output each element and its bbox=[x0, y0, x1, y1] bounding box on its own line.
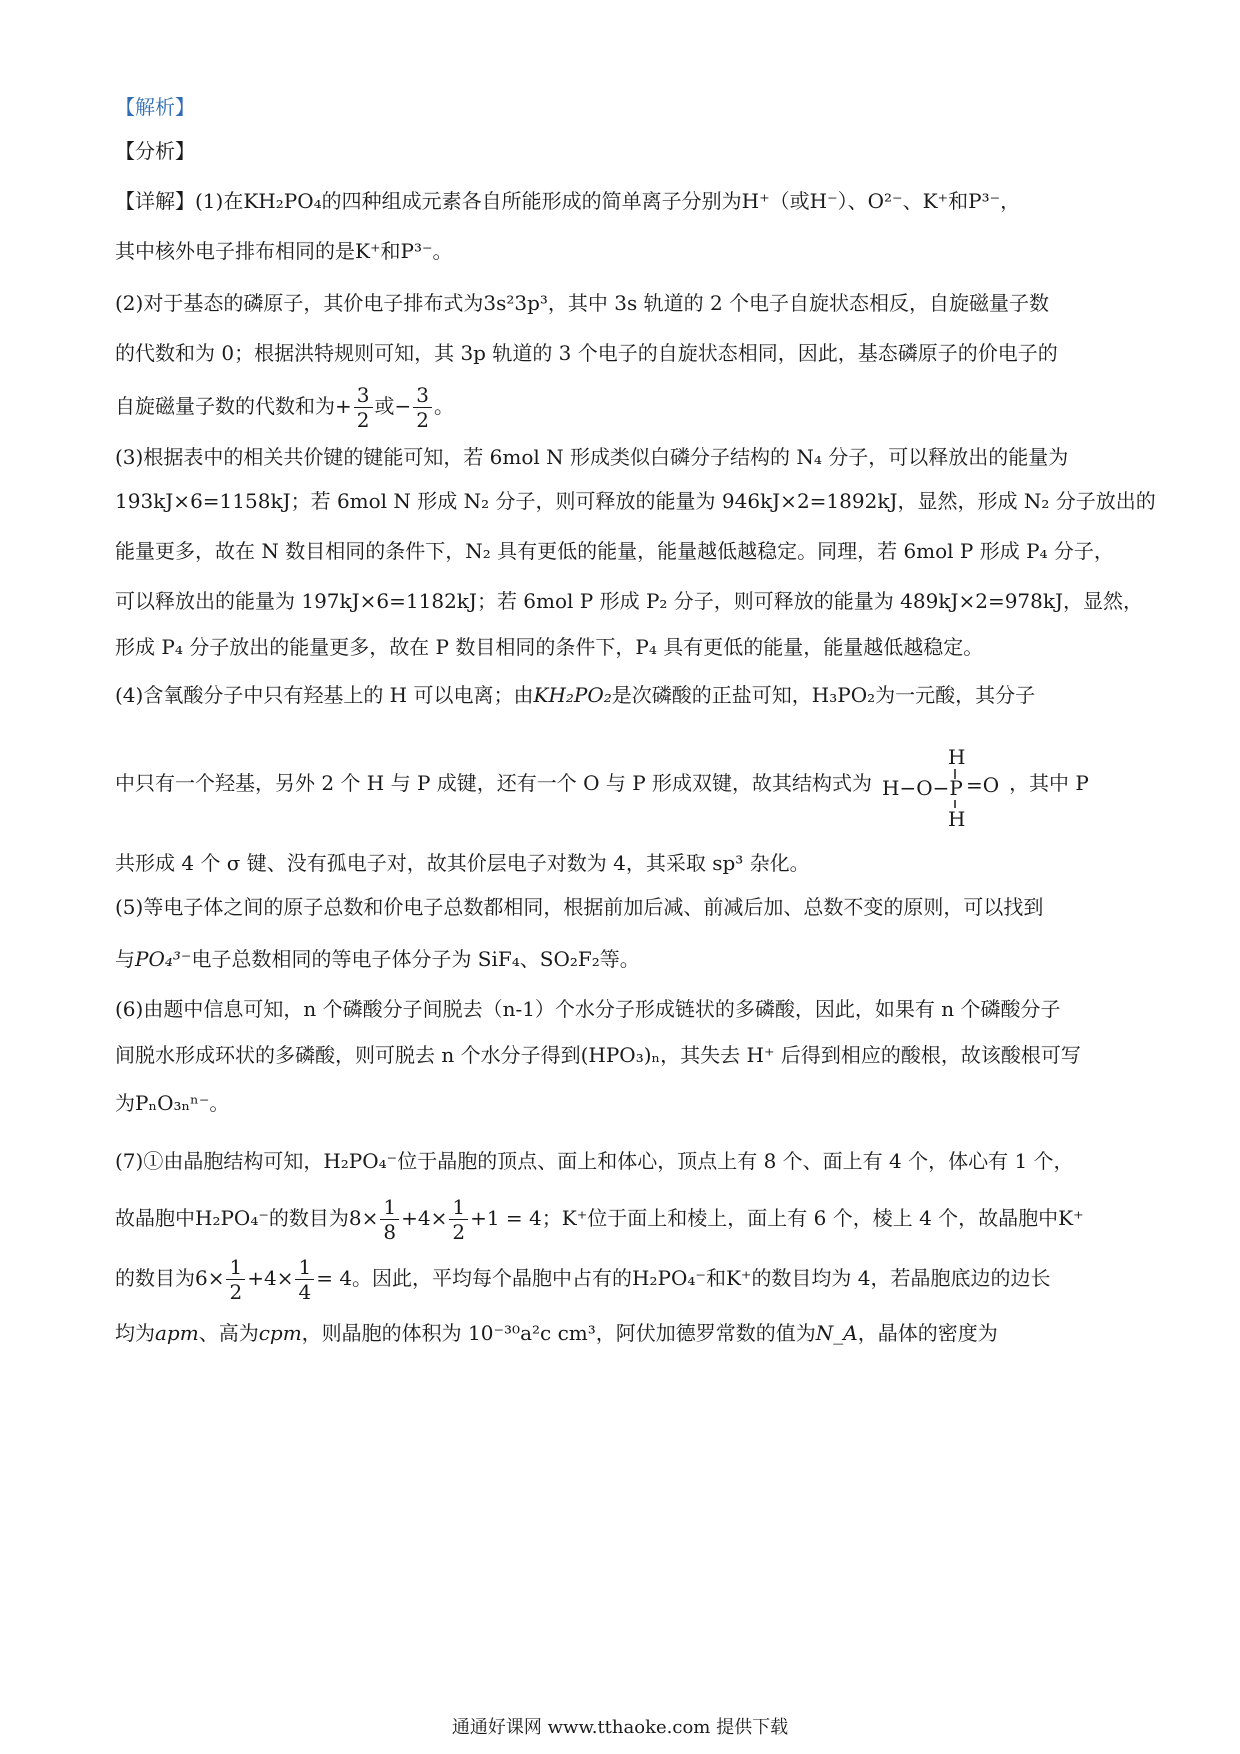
p3-line4: 可以释放出的能量为 197kJ×6=1182kJ；若 6mol P 形成 P₂ 分子，则可释放的能量为 489kJ×2=978kJ，显然， bbox=[115, 589, 1144, 613]
p6-line3: 为PₙO₃ₙⁿ⁻。 bbox=[115, 1091, 230, 1115]
p1-line2: 其中核外电子排布相同的是K⁺和P³⁻。 bbox=[115, 239, 453, 263]
struct-chain: H−O−P bbox=[882, 775, 963, 800]
p7-line1: (7)①由晶胞结构可知，H₂PO₄⁻位于晶胞的顶点、面上和体心，顶点上有 8 个、面上有 4 个，体心有 1 个， bbox=[115, 1149, 1074, 1173]
p4-line1: (4)含氧酸分子中只有羟基上的 H 可以电离；由KH₂PO₂是次磷酸的正盐可知，H₃PO₂为一元酸，其分子 bbox=[115, 683, 1036, 707]
p2-line1: (2)对于基态的磷原子，其价电子排布式为3s²3p³，其中 3s 轨道的 2 个电子自旋状态相反，自旋磁量子数 bbox=[115, 291, 1050, 315]
p7-line3: 的数目为6× $\frac{1}{2}$ +4× $\frac{1}{4}$ = 4。因此，平均每个晶胞中占有的H₂PO₄⁻和K⁺的数目均为 4，若晶胞底边的边长 bbox=[115, 1255, 1051, 1304]
p3-line5: 形成 P₄ 分子放出的能量更多，故在 P 数目相同的条件下，P₄ 具有更低的能量，能量越低越稳定。 bbox=[115, 635, 984, 659]
p4-line3: 共形成 4 个 σ 键、没有孤电子对，故其价层电子对数为 4，其采取 sp³ 杂化。 bbox=[115, 851, 810, 875]
p2-line3: 自旋磁量子数的代数和为+ $\frac{3}{2}$ 或− $\frac{3}{2}$ 。 bbox=[115, 383, 454, 432]
p6-line1: (6)由题中信息可知，n 个磷酸分子间脱去（n-1）个水分子形成链状的多磷酸，因此，如果有 n 个磷酸分子 bbox=[115, 997, 1061, 1021]
p4-line2: 中只有一个羟基，另外 2 个 H 与 P 成键，还有一个 O 与 P 形成双键，故其结构式为 H H−O−P =O H ，其中 P bbox=[115, 740, 1135, 828]
p7-line4: 均为apm、高为cpm，则晶胞的体积为 10⁻³⁰a²c cm³，阿伏加德罗常数的值为N_A，晶体的密度为 bbox=[115, 1321, 998, 1345]
p5-line1: (5)等电子体之间的原子总数和价电子总数都相同，根据前加后减、前减后加、总数不变的原则，可以找到 bbox=[115, 895, 1044, 919]
fraction-one-eighth: $\frac{1}{8}$ bbox=[380, 1195, 399, 1244]
structure-diagram bbox=[878, 742, 1003, 828]
h3po2-structure bbox=[878, 742, 1003, 828]
struct-h-top: H bbox=[948, 744, 966, 769]
page-footer: 通通好课网 www.tthaoke.com 提供下载 bbox=[451, 1717, 789, 1738]
p5-line2: 与PO₄³⁻电子总数相同的等电子体分子为 SiF₄、SO₂F₂等。 bbox=[115, 947, 640, 971]
fenxi-heading: 【分析】 bbox=[115, 139, 195, 163]
analysis-heading: 【解析】 bbox=[115, 95, 195, 119]
fraction-one-half-b: $\frac{1}{2}$ bbox=[226, 1255, 245, 1304]
struct-h-bottom: H bbox=[948, 806, 966, 828]
p1-line1: 【详解】(1)在KH₂PO₄的四种组成元素各自所能形成的简单离子分别为H⁺（或H⁻）、O²⁻、K⁺和P³⁻， bbox=[115, 189, 1021, 213]
fraction-three-halves: $\frac{3}{2}$ bbox=[354, 383, 373, 432]
p3-line2: 193kJ×6=1158kJ；若 6mol N 形成 N₂ 分子，则可释放的能量为 946kJ×2=1892kJ，显然，形成 N₂ 分子放出的 bbox=[115, 489, 1156, 513]
fraction-one-quarter: $\frac{1}{4}$ bbox=[295, 1255, 314, 1304]
p3-line3: 能量更多，故在 N 数目相同的条件下，N₂ 具有更低的能量，能量越低越稳定。同理，若 6mol P 形成 P₄ 分子， bbox=[115, 539, 1114, 563]
fraction-one-half: $\frac{1}{2}$ bbox=[449, 1195, 468, 1244]
struct-double-o: =O bbox=[966, 772, 1000, 797]
p2-line2: 的代数和为 0；根据洪特规则可知，其 3p 轨道的 3 个电子的自旋状态相同，因此，基态磷原子的价电子的 bbox=[115, 341, 1058, 365]
p3-line1: (3)根据表中的相关共价键的键能可知，若 6mol N 形成类似白磷分子结构的 N₄ 分子，可以释放出的能量为 bbox=[115, 445, 1069, 469]
p7-line2: 故晶胞中H₂PO₄⁻的数目为8× $\frac{1}{8}$ +4× $\frac{1}{2}$ +1 = 4；K⁺位于面上和棱上，面上有 6 个，棱上 4 个，故晶胞中K⁺ bbox=[115, 1195, 1084, 1244]
p6-line2: 间脱水形成环状的多磷酸，则可脱去 n 个水分子得到(HPO₃)ₙ，其失去 H⁺ 后得到相应的酸根，故该酸根可写 bbox=[115, 1043, 1081, 1067]
fraction-three-halves-neg: $\frac{3}{2}$ bbox=[413, 383, 432, 432]
